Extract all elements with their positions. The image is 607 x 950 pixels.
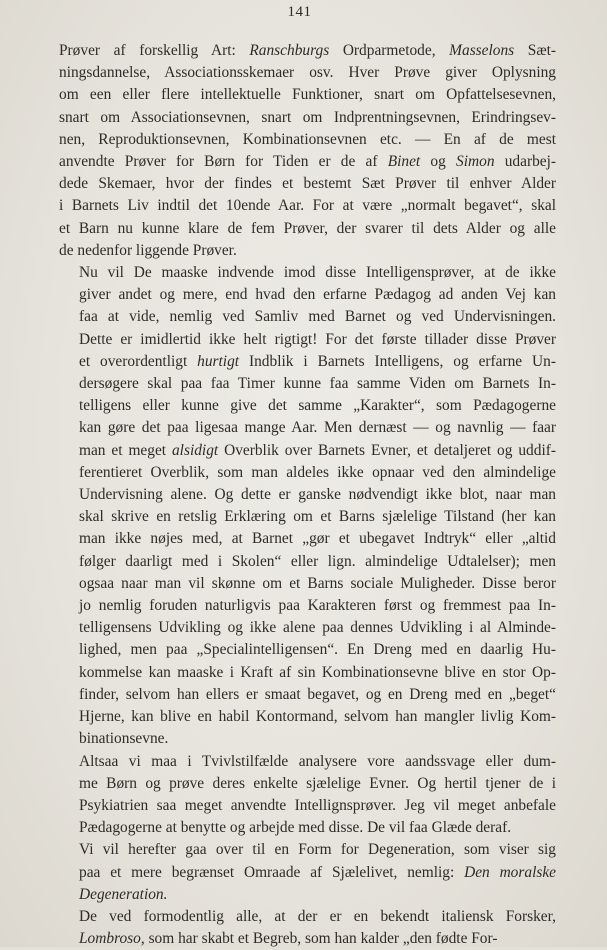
- text-line: [59, 351, 556, 373]
- text-line: [59, 751, 556, 773]
- text-line: [59, 240, 556, 262]
- text-line: [59, 195, 556, 217]
- text-run: om een eller flere intellektuelle Funktioner, snart om Opfattelsesevnen,: [59, 86, 556, 104]
- text-run: giver andet og mere, end hvad den erfarne Pædagog ad anden Vej kan: [79, 286, 556, 304]
- text-run: Indblik i Barnets Intelligens, og erfarne Un-: [239, 352, 556, 370]
- text-line: [59, 639, 556, 661]
- italic-text: Den moralske: [464, 863, 556, 881]
- body-text: [59, 40, 556, 950]
- text-run: telligens eller kunne give det samme „Karakter“, som Pædagogerne: [79, 397, 556, 415]
- text-line: [59, 706, 556, 728]
- text-line: [59, 617, 556, 639]
- paragraph-p5: [59, 906, 556, 950]
- text-run: telligensens Udvikling og ikke alene paa dennes Udvikling i al Alminde-: [79, 619, 556, 637]
- text-run: snart om Associationsevnen, snart om Indprentningsevnen, Erindringsev-: [59, 108, 556, 126]
- text-line: [59, 595, 556, 617]
- text-line: [59, 40, 556, 62]
- text-line: [59, 173, 556, 195]
- text-line: [59, 218, 556, 240]
- paragraph-p2: [59, 262, 556, 750]
- text-run: anvendte Prøver for Børn for Tiden er de af: [59, 153, 388, 171]
- text-run: kommelse kan maaske i Kraft af sin Kombinationsevne blive en stor Op-: [79, 663, 556, 681]
- text-run: finder, selvom han ellers er smaat begavet, og en Dreng med en „beget“: [79, 685, 556, 703]
- text-run: ningsdannelse, Associationsskemaer osv. Hver Prøve giver Oplysning: [59, 64, 556, 82]
- page-number: 141: [287, 4, 312, 20]
- text-run: Vi vil herefter gaa over til en Form for Degeneration, som viser sig: [79, 841, 556, 859]
- text-run: jo nemlig foruden naturligvis paa Karakteren først og fremmest paa In-: [79, 597, 556, 615]
- text-run: man ikke nøjes med, at Barnet „gør et ubegavet Indtryk“ eller „altid: [79, 530, 556, 548]
- text-line: [59, 884, 556, 906]
- text-line: [59, 662, 556, 684]
- text-run: binationsevne.: [79, 730, 169, 748]
- text-line: [59, 129, 556, 151]
- text-run: Hjerne, kan blive en habil Kontormand, selvom han mangler livlig Kom-: [79, 708, 556, 726]
- text-line: [59, 395, 556, 417]
- text-line: [59, 773, 556, 795]
- italic-text: Lombroso: [79, 930, 141, 948]
- text-run: Psykiatrien saa meget anvendte Intellignsprøver. Jeg vil meget anbefale: [79, 796, 556, 814]
- text-line: [59, 728, 556, 750]
- text-run: skal skrive en retslig Erklæring om et Barns sjælelige Tilstand (her kan: [79, 508, 556, 526]
- text-line: [59, 484, 556, 506]
- text-line: [59, 440, 556, 462]
- text-line: [59, 284, 556, 306]
- text-run: Pædagogerne at benytte og arbejde med disse. De vil faa Glæde deraf.: [79, 819, 512, 837]
- text-line: [59, 573, 556, 595]
- text-run: følger daarligt med i Skolen“ eller lign. almindelige Udtalelser); men: [79, 552, 556, 570]
- text-run: man et meget: [79, 441, 172, 459]
- text-run: et Barn nu kunne klare de fem Prøver, der svarer til dets Alder og alle: [59, 219, 556, 237]
- text-run: Prøver af forskellig Art:: [59, 42, 250, 59]
- text-run: i Barnets Liv indtil det 10ende Aar. For at være „normalt begavet“, skal: [59, 197, 556, 215]
- paragraph-p3: [59, 751, 556, 840]
- italic-text: hurtigt: [197, 352, 240, 370]
- text-run: Undervisning alene. Og dette er ganske nødvendigt ikke blot, naar man: [79, 486, 556, 504]
- text-run: og: [420, 153, 457, 171]
- text-run: lighed, men paa „Specialintelligensen“. En Dreng med en daarlig Hu-: [79, 641, 556, 659]
- text-line: [59, 306, 556, 328]
- text-line: [59, 795, 556, 817]
- text-run: faa at vide, nemlig ved Samliv med Barnet og ved Undervisningen.: [79, 308, 556, 326]
- text-line: [59, 684, 556, 706]
- text-line: [59, 417, 556, 439]
- text-line: [59, 373, 556, 395]
- italic-text: Ranschburgs: [249, 42, 330, 59]
- text-run: Altsaa vi maa i Tvivlstilfælde analysere vore aandssvage eller dum-: [79, 752, 556, 770]
- text-run: Nu vil De maaske indvende imod disse Intelligensprøver, at de ikke: [79, 264, 556, 282]
- text-line: [59, 62, 556, 84]
- text-line: [59, 107, 556, 129]
- text-run: paa et mere begrænset Omraade af Sjælelivet, nemlig:: [79, 863, 465, 881]
- text-line: [59, 151, 556, 173]
- text-run: dede Skemaer, hvor der findes et bestemt Sæt Prøver til enhver Alder: [59, 175, 556, 193]
- italic-text: Binet: [387, 153, 421, 171]
- text-run: Dette er imidlertid ikke helt rigtigt! For det første tillader disse Prøver: [79, 330, 556, 348]
- text-line: [59, 262, 556, 284]
- text-run: Sæt-: [514, 42, 556, 59]
- italic-text: Degeneration.: [79, 885, 168, 903]
- text-line: [59, 906, 556, 928]
- paragraph-p4: [59, 839, 556, 906]
- text-run: kan gøre det paa ligesaa mange Aar. Men dernæst — og navnlig — faar: [79, 419, 556, 437]
- italic-text: alsidigt: [171, 441, 219, 459]
- text-run: Ordparmetode,: [329, 42, 450, 59]
- text-line: [59, 506, 556, 528]
- text-run: , som har skabt et Begreb, som han kalder „den fødte For-: [140, 930, 498, 948]
- text-run: de nedenfor liggende Prøver.: [59, 241, 237, 259]
- text-run: dersøgere skal paa faa Timer kunne faa samme Viden om Barnets In-: [79, 375, 556, 393]
- text-line: [59, 839, 556, 861]
- text-run: et overordentligt: [79, 352, 198, 370]
- text-line: [59, 329, 556, 351]
- text-line: [59, 862, 556, 884]
- text-run: nen, Reproduktionsevnen, Kombinationsevnen etc. — En af de mest: [59, 130, 556, 148]
- text-line: [59, 817, 556, 839]
- text-run: ferentieret Overblik, som man aldeles ikke opnaar ved den almindelige: [79, 463, 556, 481]
- text-line: [59, 528, 556, 550]
- text-line: [59, 462, 556, 484]
- paragraph-p1: [59, 40, 556, 262]
- italic-text: Masselons: [449, 42, 515, 59]
- text-run: Overblik over Barnets Evner, et detaljeret og uddif-: [218, 441, 556, 459]
- text-line: [59, 551, 556, 573]
- italic-text: Simon: [456, 153, 495, 171]
- text-run: udarbej-: [494, 153, 557, 171]
- text-run: De ved formodentlig alle, at der er en bekendt italiensk Forsker,: [79, 907, 556, 925]
- text-run: ogsaa naar man vil skønne om et Barns sociale Muligheder. Disse beror: [79, 574, 556, 592]
- text-run: me Børn og prøve deres enkelte sjælelige Evner. Og hertil tjener de i: [79, 774, 556, 792]
- text-line: [59, 84, 556, 106]
